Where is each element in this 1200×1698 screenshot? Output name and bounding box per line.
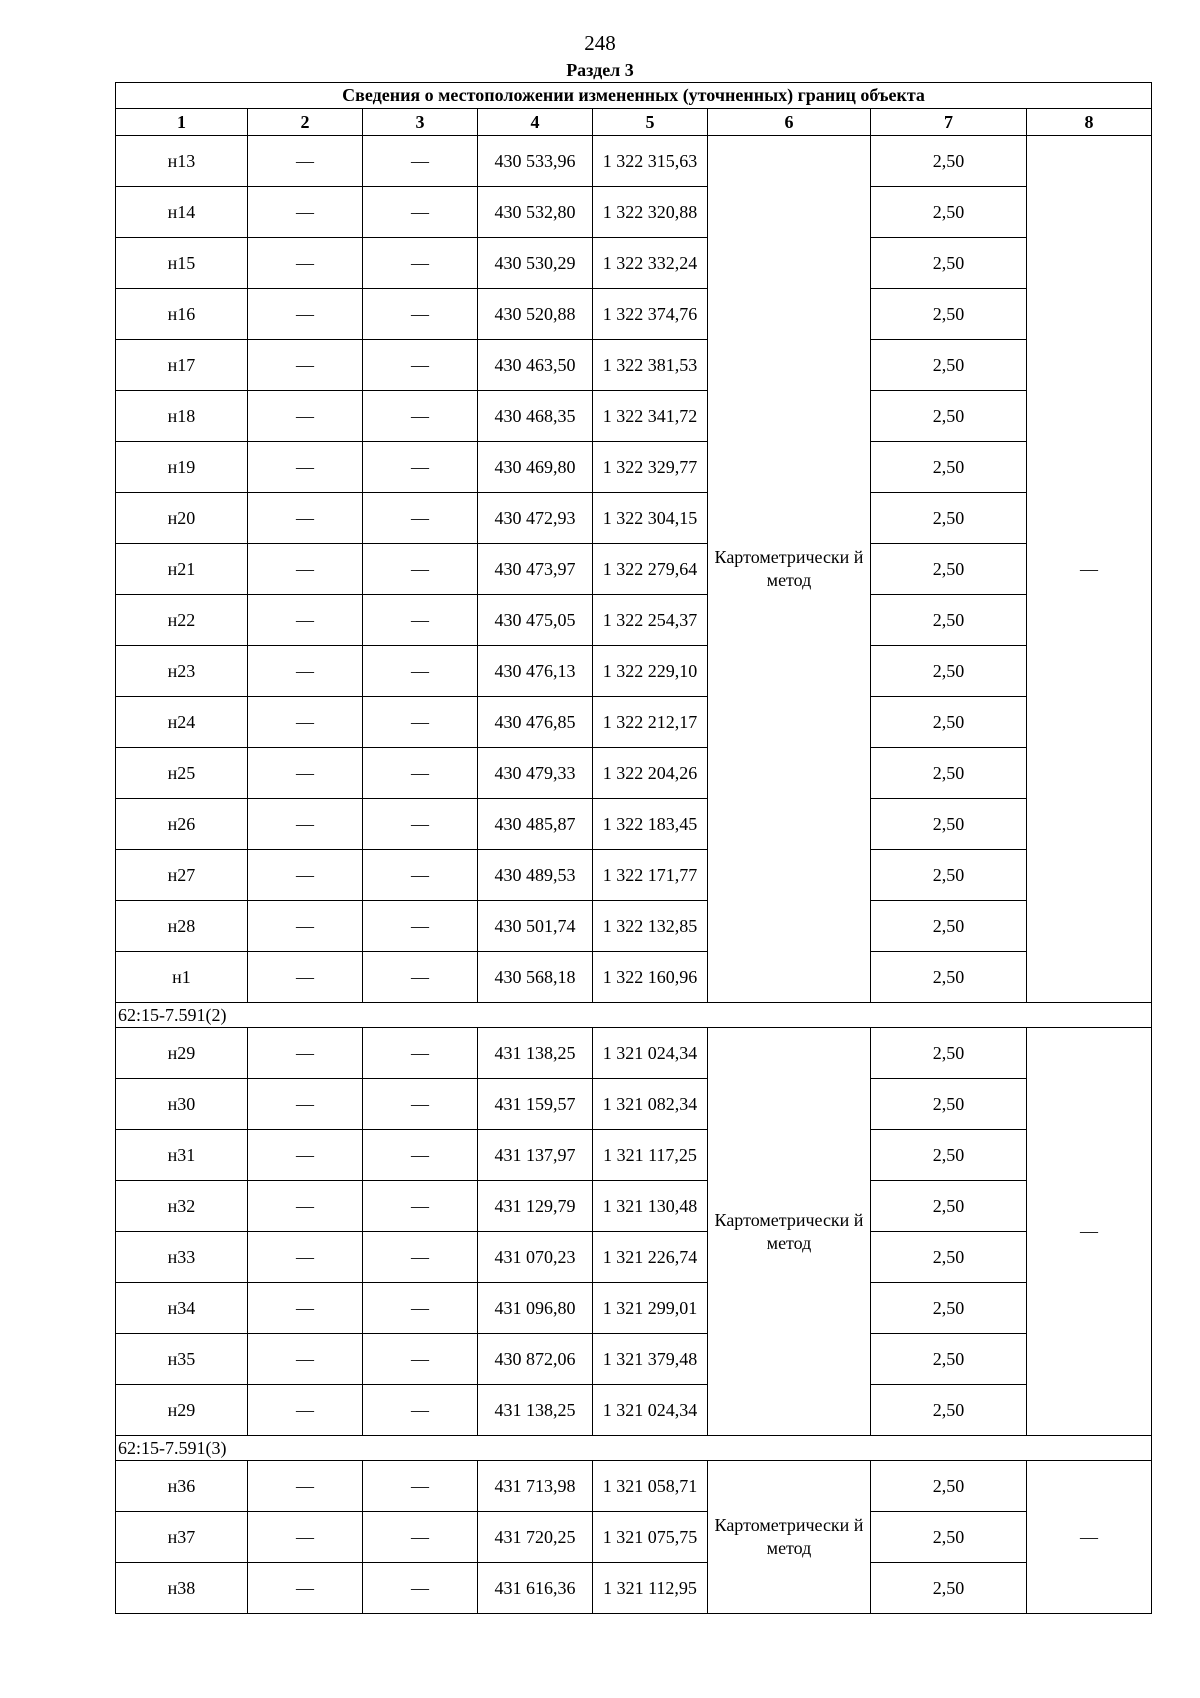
table-row xyxy=(116,850,1152,901)
column-2-cell: — xyxy=(248,595,363,646)
x-coordinate-cell: 430 463,50 xyxy=(478,340,593,391)
column-2-cell: — xyxy=(248,748,363,799)
y-coordinate-cell: 1 322 329,77 xyxy=(593,442,708,493)
accuracy-cell: 2,50 xyxy=(871,1385,1027,1436)
column-2-cell: — xyxy=(248,544,363,595)
accuracy-cell: 2,50 xyxy=(871,697,1027,748)
y-coordinate-cell: 1 321 112,95 xyxy=(593,1563,708,1614)
column-3-cell: — xyxy=(363,595,478,646)
column-3-cell: — xyxy=(363,1232,478,1283)
y-coordinate-cell: 1 322 183,45 xyxy=(593,799,708,850)
column-header: 3 xyxy=(363,109,478,136)
column-2-cell: — xyxy=(248,1181,363,1232)
accuracy-cell: 2,50 xyxy=(871,901,1027,952)
column-2-cell: — xyxy=(248,850,363,901)
column-3-cell: — xyxy=(363,1563,478,1614)
x-coordinate-cell: 431 138,25 xyxy=(478,1385,593,1436)
x-coordinate-cell: 431 070,23 xyxy=(478,1232,593,1283)
table-row xyxy=(116,1283,1152,1334)
column-8-cell: — xyxy=(1027,1461,1152,1614)
point-name-cell: н30 xyxy=(116,1079,248,1130)
accuracy-cell: 2,50 xyxy=(871,1461,1027,1512)
accuracy-cell: 2,50 xyxy=(871,544,1027,595)
column-2-cell: — xyxy=(248,646,363,697)
point-name-cell: н33 xyxy=(116,1232,248,1283)
column-2-cell: — xyxy=(248,1385,363,1436)
x-coordinate-cell: 430 533,96 xyxy=(478,136,593,187)
point-name-cell: н15 xyxy=(116,238,248,289)
y-coordinate-cell: 1 322 332,24 xyxy=(593,238,708,289)
accuracy-cell: 2,50 xyxy=(871,1334,1027,1385)
column-header-row xyxy=(116,109,1152,136)
column-3-cell: — xyxy=(363,340,478,391)
accuracy-cell: 2,50 xyxy=(871,493,1027,544)
column-3-cell: — xyxy=(363,1385,478,1436)
table-row xyxy=(116,442,1152,493)
y-coordinate-cell: 1 322 341,72 xyxy=(593,391,708,442)
accuracy-cell: 2,50 xyxy=(871,340,1027,391)
column-2-cell: — xyxy=(248,1079,363,1130)
column-3-cell: — xyxy=(363,799,478,850)
table-row xyxy=(116,1130,1152,1181)
table-row xyxy=(116,748,1152,799)
x-coordinate-cell: 430 489,53 xyxy=(478,850,593,901)
column-3-cell: — xyxy=(363,1028,478,1079)
column-2-cell: — xyxy=(248,391,363,442)
y-coordinate-cell: 1 322 204,26 xyxy=(593,748,708,799)
x-coordinate-cell: 431 138,25 xyxy=(478,1028,593,1079)
y-coordinate-cell: 1 322 374,76 xyxy=(593,289,708,340)
x-coordinate-cell: 431 713,98 xyxy=(478,1461,593,1512)
column-8-cell: — xyxy=(1027,136,1152,1003)
y-coordinate-cell: 1 322 254,37 xyxy=(593,595,708,646)
x-coordinate-cell: 431 096,80 xyxy=(478,1283,593,1334)
table-row xyxy=(116,952,1152,1003)
x-coordinate-cell: 431 616,36 xyxy=(478,1563,593,1614)
point-name-cell: н1 xyxy=(116,952,248,1003)
point-name-cell: н37 xyxy=(116,1512,248,1563)
point-name-cell: н35 xyxy=(116,1334,248,1385)
boundary-coordinates-table xyxy=(115,82,1152,1614)
parcel-group-row xyxy=(116,1003,1152,1028)
column-3-cell: — xyxy=(363,493,478,544)
x-coordinate-cell: 430 501,74 xyxy=(478,901,593,952)
y-coordinate-cell: 1 321 024,34 xyxy=(593,1385,708,1436)
y-coordinate-cell: 1 321 226,74 xyxy=(593,1232,708,1283)
column-header: 1 xyxy=(116,109,248,136)
y-coordinate-cell: 1 321 082,34 xyxy=(593,1079,708,1130)
y-coordinate-cell: 1 321 024,34 xyxy=(593,1028,708,1079)
column-2-cell: — xyxy=(248,1461,363,1512)
column-2-cell: — xyxy=(248,340,363,391)
column-header: 2 xyxy=(248,109,363,136)
table-row xyxy=(116,391,1152,442)
column-3-cell: — xyxy=(363,850,478,901)
accuracy-cell: 2,50 xyxy=(871,850,1027,901)
x-coordinate-cell: 431 129,79 xyxy=(478,1181,593,1232)
parcel-group-row xyxy=(116,1436,1152,1461)
column-3-cell: — xyxy=(363,1461,478,1512)
point-name-cell: н20 xyxy=(116,493,248,544)
method-cell: Картометрически й метод xyxy=(708,1461,871,1614)
column-header: 8 xyxy=(1027,109,1152,136)
y-coordinate-cell: 1 322 212,17 xyxy=(593,697,708,748)
accuracy-cell: 2,50 xyxy=(871,289,1027,340)
table-row xyxy=(116,1232,1152,1283)
column-3-cell: — xyxy=(363,1334,478,1385)
point-name-cell: н13 xyxy=(116,136,248,187)
accuracy-cell: 2,50 xyxy=(871,952,1027,1003)
column-3-cell: — xyxy=(363,289,478,340)
column-2-cell: — xyxy=(248,289,363,340)
point-name-cell: н24 xyxy=(116,697,248,748)
page-number: 248 xyxy=(584,31,616,55)
column-header: 4 xyxy=(478,109,593,136)
accuracy-cell: 2,50 xyxy=(871,442,1027,493)
point-name-cell: н38 xyxy=(116,1563,248,1614)
column-header: 5 xyxy=(593,109,708,136)
column-3-cell: — xyxy=(363,1079,478,1130)
x-coordinate-cell: 431 720,25 xyxy=(478,1512,593,1563)
column-3-cell: — xyxy=(363,1181,478,1232)
table-row xyxy=(116,289,1152,340)
point-name-cell: н17 xyxy=(116,340,248,391)
method-cell: Картометрически й метод xyxy=(708,136,871,1003)
x-coordinate-cell: 430 872,06 xyxy=(478,1334,593,1385)
y-coordinate-cell: 1 322 279,64 xyxy=(593,544,708,595)
x-coordinate-cell: 430 472,93 xyxy=(478,493,593,544)
table-row xyxy=(116,1181,1152,1232)
x-coordinate-cell: 430 479,33 xyxy=(478,748,593,799)
column-2-cell: — xyxy=(248,952,363,1003)
point-name-cell: н26 xyxy=(116,799,248,850)
section-title: Раздел 3 xyxy=(566,60,634,80)
column-2-cell: — xyxy=(248,187,363,238)
y-coordinate-cell: 1 321 075,75 xyxy=(593,1512,708,1563)
column-2-cell: — xyxy=(248,697,363,748)
point-name-cell: н29 xyxy=(116,1385,248,1436)
point-name-cell: н29 xyxy=(116,1028,248,1079)
point-name-cell: н16 xyxy=(116,289,248,340)
accuracy-cell: 2,50 xyxy=(871,187,1027,238)
parcel-group-label: 62:15-7.591(3) xyxy=(116,1436,1152,1461)
column-3-cell: — xyxy=(363,1130,478,1181)
y-coordinate-cell: 1 322 229,10 xyxy=(593,646,708,697)
y-coordinate-cell: 1 321 299,01 xyxy=(593,1283,708,1334)
x-coordinate-cell: 431 159,57 xyxy=(478,1079,593,1130)
column-2-cell: — xyxy=(248,442,363,493)
table-row xyxy=(116,1461,1152,1512)
table-row xyxy=(116,1079,1152,1130)
accuracy-cell: 2,50 xyxy=(871,136,1027,187)
table-row xyxy=(116,595,1152,646)
x-coordinate-cell: 430 568,18 xyxy=(478,952,593,1003)
column-2-cell: — xyxy=(248,493,363,544)
accuracy-cell: 2,50 xyxy=(871,1232,1027,1283)
column-2-cell: — xyxy=(248,238,363,289)
accuracy-cell: 2,50 xyxy=(871,799,1027,850)
column-header: 7 xyxy=(871,109,1027,136)
x-coordinate-cell: 430 473,97 xyxy=(478,544,593,595)
table-row xyxy=(116,1385,1152,1436)
point-name-cell: н36 xyxy=(116,1461,248,1512)
column-2-cell: — xyxy=(248,901,363,952)
column-3-cell: — xyxy=(363,1283,478,1334)
column-3-cell: — xyxy=(363,748,478,799)
table-row xyxy=(116,697,1152,748)
x-coordinate-cell: 430 532,80 xyxy=(478,187,593,238)
table-row xyxy=(116,646,1152,697)
point-name-cell: н32 xyxy=(116,1181,248,1232)
accuracy-cell: 2,50 xyxy=(871,748,1027,799)
column-3-cell: — xyxy=(363,187,478,238)
method-cell: Картометрически й метод xyxy=(708,1028,871,1436)
x-coordinate-cell: 431 137,97 xyxy=(478,1130,593,1181)
accuracy-cell: 2,50 xyxy=(871,646,1027,697)
point-name-cell: н34 xyxy=(116,1283,248,1334)
y-coordinate-cell: 1 321 379,48 xyxy=(593,1334,708,1385)
table-row xyxy=(116,493,1152,544)
accuracy-cell: 2,50 xyxy=(871,1283,1027,1334)
column-2-cell: — xyxy=(248,799,363,850)
column-3-cell: — xyxy=(363,901,478,952)
column-8-cell: — xyxy=(1027,1028,1152,1436)
y-coordinate-cell: 1 321 117,25 xyxy=(593,1130,708,1181)
point-name-cell: н19 xyxy=(116,442,248,493)
table-row xyxy=(116,136,1152,187)
table-caption: Сведения о местоположении измененных (уточненных) границ объекта xyxy=(116,83,1152,109)
y-coordinate-cell: 1 321 130,48 xyxy=(593,1181,708,1232)
y-coordinate-cell: 1 322 171,77 xyxy=(593,850,708,901)
point-name-cell: н28 xyxy=(116,901,248,952)
table-row xyxy=(116,901,1152,952)
column-2-cell: — xyxy=(248,136,363,187)
point-name-cell: н18 xyxy=(116,391,248,442)
column-3-cell: — xyxy=(363,952,478,1003)
column-3-cell: — xyxy=(363,391,478,442)
column-2-cell: — xyxy=(248,1563,363,1614)
point-name-cell: н31 xyxy=(116,1130,248,1181)
table-row xyxy=(116,1563,1152,1614)
table-row xyxy=(116,340,1152,391)
point-name-cell: н21 xyxy=(116,544,248,595)
column-3-cell: — xyxy=(363,1512,478,1563)
accuracy-cell: 2,50 xyxy=(871,1079,1027,1130)
x-coordinate-cell: 430 530,29 xyxy=(478,238,593,289)
y-coordinate-cell: 1 322 304,15 xyxy=(593,493,708,544)
y-coordinate-cell: 1 322 132,85 xyxy=(593,901,708,952)
column-2-cell: — xyxy=(248,1028,363,1079)
table-row xyxy=(116,1334,1152,1385)
accuracy-cell: 2,50 xyxy=(871,1130,1027,1181)
accuracy-cell: 2,50 xyxy=(871,1028,1027,1079)
table-row xyxy=(116,799,1152,850)
column-3-cell: — xyxy=(363,238,478,289)
point-name-cell: н25 xyxy=(116,748,248,799)
column-2-cell: — xyxy=(248,1232,363,1283)
column-2-cell: — xyxy=(248,1512,363,1563)
x-coordinate-cell: 430 475,05 xyxy=(478,595,593,646)
y-coordinate-cell: 1 322 160,96 xyxy=(593,952,708,1003)
point-name-cell: н14 xyxy=(116,187,248,238)
x-coordinate-cell: 430 468,35 xyxy=(478,391,593,442)
point-name-cell: н27 xyxy=(116,850,248,901)
y-coordinate-cell: 1 321 058,71 xyxy=(593,1461,708,1512)
accuracy-cell: 2,50 xyxy=(871,1512,1027,1563)
y-coordinate-cell: 1 322 315,63 xyxy=(593,136,708,187)
x-coordinate-cell: 430 520,88 xyxy=(478,289,593,340)
x-coordinate-cell: 430 476,85 xyxy=(478,697,593,748)
column-3-cell: — xyxy=(363,136,478,187)
column-3-cell: — xyxy=(363,544,478,595)
column-2-cell: — xyxy=(248,1283,363,1334)
accuracy-cell: 2,50 xyxy=(871,238,1027,289)
column-header: 6 xyxy=(708,109,871,136)
table-row xyxy=(116,187,1152,238)
table-row xyxy=(116,1512,1152,1563)
parcel-group-label: 62:15-7.591(2) xyxy=(116,1003,1152,1028)
column-2-cell: — xyxy=(248,1334,363,1385)
table-row xyxy=(116,1028,1152,1079)
accuracy-cell: 2,50 xyxy=(871,1181,1027,1232)
x-coordinate-cell: 430 469,80 xyxy=(478,442,593,493)
column-2-cell: — xyxy=(248,1130,363,1181)
point-name-cell: н23 xyxy=(116,646,248,697)
accuracy-cell: 2,50 xyxy=(871,1563,1027,1614)
table-row xyxy=(116,238,1152,289)
point-name-cell: н22 xyxy=(116,595,248,646)
x-coordinate-cell: 430 485,87 xyxy=(478,799,593,850)
accuracy-cell: 2,50 xyxy=(871,595,1027,646)
accuracy-cell: 2,50 xyxy=(871,391,1027,442)
table-row xyxy=(116,544,1152,595)
y-coordinate-cell: 1 322 320,88 xyxy=(593,187,708,238)
column-3-cell: — xyxy=(363,646,478,697)
y-coordinate-cell: 1 322 381,53 xyxy=(593,340,708,391)
column-3-cell: — xyxy=(363,442,478,493)
x-coordinate-cell: 430 476,13 xyxy=(478,646,593,697)
column-3-cell: — xyxy=(363,697,478,748)
